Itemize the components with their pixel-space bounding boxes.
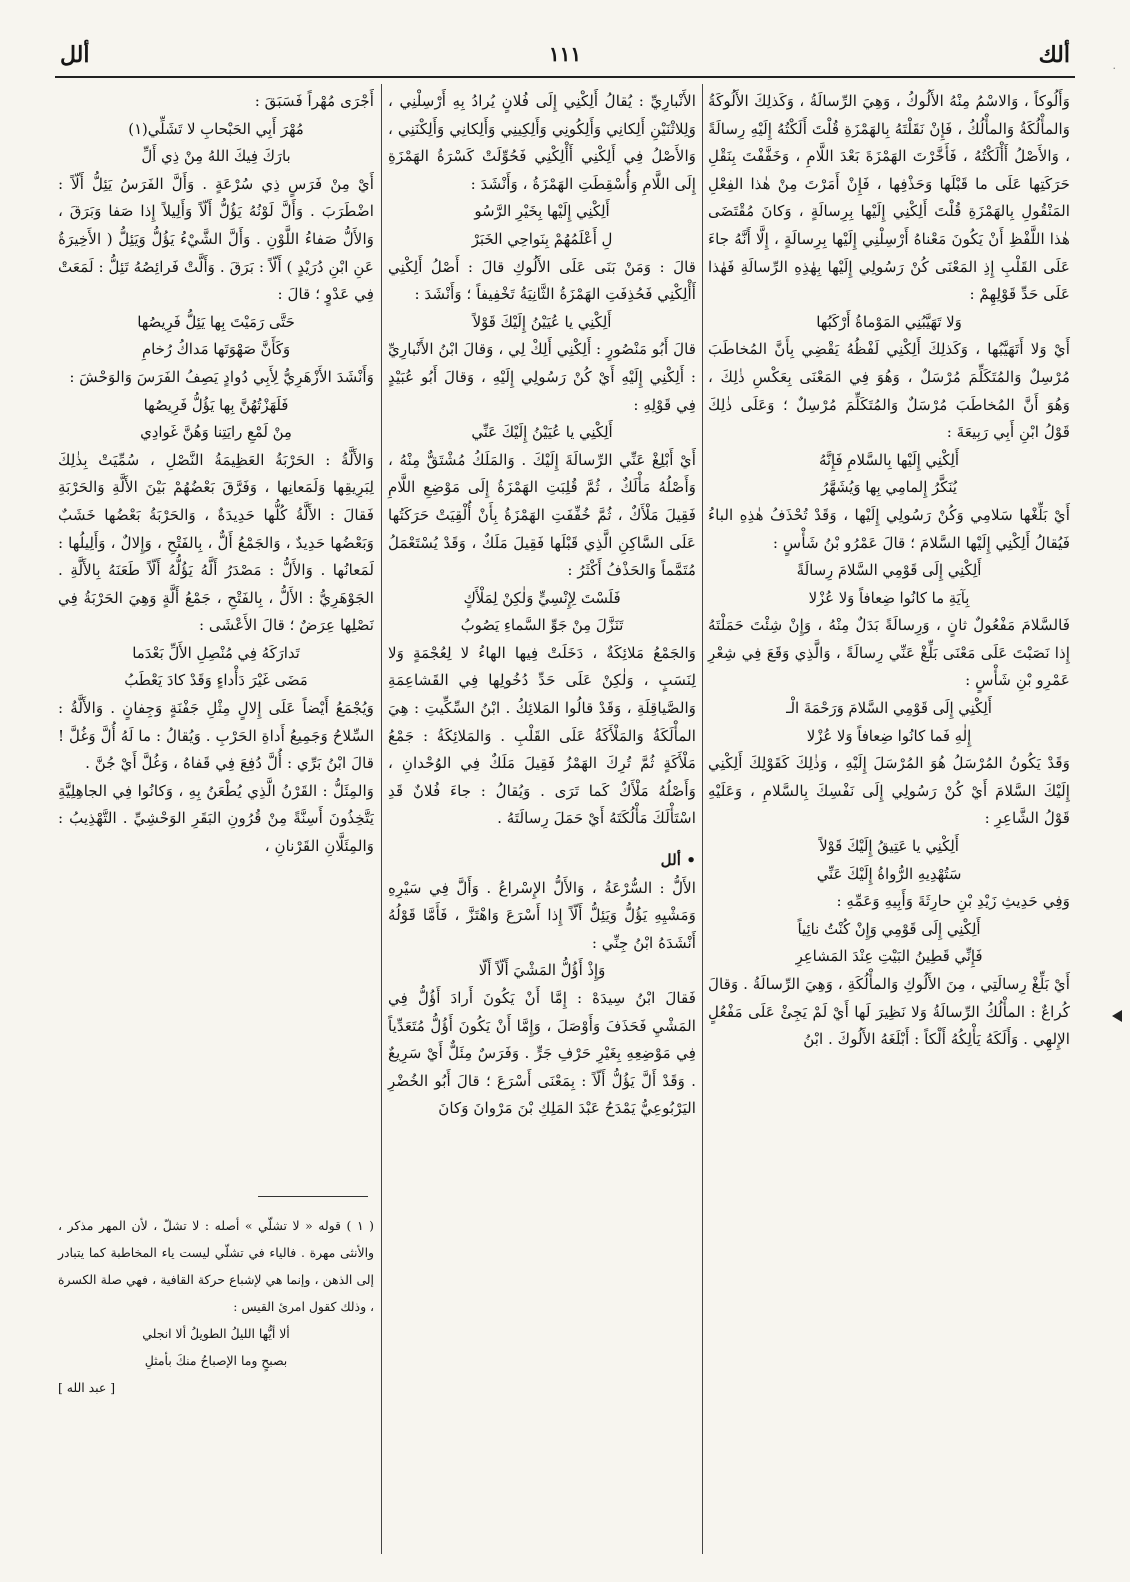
paragraph: أَيْ مِنْ فَرَسٍ ذِي سُرْعَةٍ . وَأَلَّ الفَرَسُ يَئِلُّ أَلّاً : اضْطَرَبَ . وَأَلَّ لَوْنُهُ يَؤُلُّ أَلّاً وَأَلِيلاً إِذا صَفا وَبَرَقَ ، وَالأَلُّ صَفاءُ اللَّوْنِ . وَأَلَّ الشَّيْءُ يَؤُلُّ وَيَئِلُّ ( الأَخِيرَةُ عَنِ ابْنِ دُرَيْدٍ ) أَلّاً : بَرَقَ . وَأَلَّتْ فَرائِصُهُ تَئِلُّ : لَمَعَتْ فِي عَدْوٍ ؛ قالَ : bbox=[58, 174, 374, 304]
footnote-rule bbox=[258, 1196, 368, 1197]
page-number: ١١١ bbox=[548, 42, 582, 66]
scan-mark: · bbox=[1112, 62, 1116, 75]
paragraph: وَفِي حَدِيثِ زَيْدِ بْنِ حارِثَةَ وَأَبِيهِ وَعَمِّهِ : bbox=[836, 892, 1070, 911]
verse-line: وَكَأَنَّ صَهْوَتَها مَداكُ رُخامِ bbox=[141, 341, 291, 359]
verse-line: فَلَسْتَ لِإِنْسِيٍّ وَلٰكِنْ لِمَلْأَكٍ bbox=[463, 589, 621, 607]
verse-line: أَلِكْنِي يا عَتِيقُ إِلَيْكَ قَوْلاً bbox=[819, 838, 959, 856]
verse-line: إِلٰهِ فَما كانُوا ضِعافاً وَلا عُزْلا bbox=[806, 727, 972, 745]
paragraph: أَجْرَى مُهْراً فَسَبَقَ : bbox=[254, 92, 374, 110]
paragraph: أَيْ بَلِّغْها سَلامِي وَكُنْ رَسُولِي إِلَيْها ، وَقَدْ تُحْذَفُ هٰذِهِ الباءُ فَيُقالُ أَلِكْنِي إِلَيْها السَّلامَ ؛ قالَ عَمْرُو بْنُ شَأْسٍ : bbox=[708, 505, 1070, 552]
column-divider bbox=[381, 84, 382, 1554]
verse-line: مُهْرَ أَبِي الحَبْحابِ لا تَشَلِّي(١) bbox=[128, 120, 304, 138]
paragraph: الأَلُّ : السُّرْعَةُ ، وَالأَلُّ الإِسْراعُ . وَأَلَّ فِي سَيْرِهِ وَمَشْيِهِ يَؤُلُّ وَيَئِلُّ أَلّاً إِذا أَسْرَعَ وَاهْتَزَّ ، فَأَمَّا قَوْلُهُ أَنْشَدَهُ ابْنُ جِنِّي : bbox=[388, 878, 696, 952]
verse-line: فَلَهَزْتُهُنَّ بِها يَؤُلُّ فَرِيصُها bbox=[143, 396, 289, 414]
verse-line: أَلِكْنِي إِلَيْها بِالسَّلامِ فَإِنَّهُ bbox=[818, 451, 960, 469]
footnote-verse: ألا أيُّها الليلُ الطويلُ ألا انجلي bbox=[142, 1326, 290, 1341]
verse-line: بارَكَ فِيكَ اللهُ مِنْ ذِي أَلِّ bbox=[141, 148, 291, 166]
verse-line: يُنَكَّرُ إِلمامِي بِها وَيُشَهَّرُ bbox=[821, 479, 957, 497]
column-divider bbox=[702, 84, 703, 1554]
paragraph: الأَنْبارِيِّ : يُقالُ أَلِكْنِي إِلَى فُلانٍ يُرادُ بِهِ أَرْسِلْنِي ، وَلِلاثْنَيْنِ أَلِكانِي وَأَلِكُونِي وَأَلِكِينِي وَأَلِكانِي وَأَلِكْنَنِي ، وَالأَصْلُ فِي أَلِكْنِي أَأْلِكْنِي فَحُوِّلَتْ كَسْرَةُ الهَمْزَةِ إِلَى اللَّامِ وَأُسْقِطَتِ الهَمْزَةُ ، وَأَنْشَدَ : bbox=[388, 92, 696, 193]
paragraph: وَالمِئَلُّ : القَرْنُ الَّذِي يُطْعَنُ بِهِ ، وَكانُوا فِي الجاهِلِيَّةِ يَتَّخِذُونَ أَسِنَّةً مِنْ قُرُونِ البَقَرِ الوَحْشِيِّ . التَّهْذِيبُ : وَالمِئَلَّانِ القَرْنانِ ، bbox=[58, 781, 374, 856]
verse-line: مَضَى غَيْرَ دَأْداءٍ وَقَدْ كادَ يَعْطَبُ bbox=[124, 672, 308, 690]
verse-line: أَلِكْنِي يا عُيَيْنُ إِلَيْكَ قَوْلاً bbox=[472, 313, 612, 331]
margin-arrow-icon bbox=[1112, 1010, 1122, 1022]
paragraph: وَأَنْشَدَ الأَزْهَرِيُّ لِأَبِي دُوادٍ يَصِفُ الفَرَسَ وَالوَحْشَ : bbox=[69, 367, 374, 386]
paragraph: فَقالَ ابْنُ سِيدَهْ : إِمَّا أَنْ يَكُونَ أَرادَ أَؤُلُّ فِي المَشْيِ فَحَذَفَ وَأَوْصَلَ ، وَإِمَّا أَنْ يَكُونَ أَؤُلُّ مُتَعَدِّياً فِي مَوْضِعِهِ بِغَيْرِ حَرْفِ جَرٍّ . وَفَرَسٌ مِئَلٌّ أَيْ سَرِيعٌ . وَقَدْ أَلَّ يَؤُلُّ أَلّاً : بِمَعْنَى أَسْرَعَ ؛ قالَ أَبُو الخُضْرِ اليَرْبُوعِيُّ يَمْدَحُ عَبْدَ المَلِكِ بْنَ مَرْوانَ وَكانَ bbox=[388, 989, 696, 1118]
verse-line: وَإِذْ أَؤُلُّ المَشْيَ أَلّاً أَلّا bbox=[478, 962, 606, 980]
right-column bbox=[708, 88, 1070, 1054]
verse-line: بِآيَةِ ما كانُوا ضِعافاً وَلا عُزْلا bbox=[808, 589, 970, 607]
footnote-signature: [ عبد الله ] bbox=[58, 1380, 116, 1395]
header-root-word-left: ألل bbox=[60, 42, 90, 68]
paragraph: وَقَدْ يَكُونُ المُرْسَلُ هُوَ المُرْسَلَ إِلَيْهِ ، وَذٰلِكَ كَقَوْلِكَ أَلِكْنِي إِلَيْكَ السَّلامَ أَيْ كُنْ رَسُولِي إِلَى نَفْسِكَ بِالسَّلامِ ، وَعَلَيْهِ قَوْلُ الشَّاعِرِ : bbox=[708, 754, 1070, 828]
left-column bbox=[58, 88, 374, 1178]
paragraph: فَالسَّلامَ مَفْعُولٌ ثانٍ ، وَرِسالَةً بَدَلٌ مِنْهُ ، وَإِنْ شِئْتَ حَمَلْتَهُ إِذا نَصَبْتَ عَلَى مَعْنَى بَلِّغْ عَنِّي رِسالَةً ، وَالَّذِي وَقَعَ فِي شِعْرِ عَمْرِو بْنِ شَأْسٍ : bbox=[708, 616, 1070, 690]
verse-line: أَلِكْنِي إِلَى قَوْمِي وَإِنْ كُنْتُ نائِياً bbox=[797, 920, 981, 938]
header-rule bbox=[55, 76, 1075, 78]
paragraph: وَأَلُوكاً ، وَالاسْمُ مِنْهُ الأَلُوكُ ، وَهِيَ الرِّسالَةُ ، وَكَذلِكَ الأَلُوكَةُ وَالمأْلُكَةُ وَالمأْلُكُ ، فَإِنْ نَقَلْتَهُ بِالهَمْزَةِ قُلْتَ أَلَكْتُهُ إِلَيْهِ رِسالَةً ، وَالأَصْلُ أَأْلَكْتُهُ ، فَأَخَّرْتَ الهَمْزَةَ بَعْدَ اللَّامِ ، وَخَفَّفْتَ بِنَقْلِ حَرَكَتِها عَلَى ما قَبْلَها وَحَذْفِها ، فَإِنْ أَمَرْتَ مِنْ هٰذا الفِعْلِ المَنْقُولِ بِالهَمْزَةِ قُلْتَ أَلِكْنِي إِلَيْها بِرِسالَةٍ ، وَكانَ مُقْتَضَى هٰذا اللَّفْظِ أَنْ يَكُونَ مَعْناهُ أَرْسِلْنِي إِلَيْها بِرِسالَةٍ ، إِلَّا أَنَّهُ جاءَ عَلَى القَلْبِ إِذِ المَعْنَى كُنْ رَسُولِي إِلَيْها بِهٰذِهِ الرِّسالَةِ فَهٰذا عَلَى حَدِّ قَوْلِهِمْ : bbox=[708, 92, 1070, 304]
paragraph: قالَ أَبُو مَنْصُورٍ : أَلِكْنِي أَلِكْ لِي ، وَقالَ ابْنُ الأَنْبارِيِّ : أَلِكْنِي إِلَيْهِ أَيْ كُنْ رَسُولِي إِلَيْهِ ، وَقالَ أَبُو عُبَيْدٍ فِي قَوْلِهِ : bbox=[388, 340, 696, 414]
verse-line: أَلِكْنِي إِلَيْها بِخَيْرِ الرَّسُو bbox=[474, 203, 610, 221]
footnote bbox=[58, 1212, 374, 1401]
entry-heading: • ألل bbox=[660, 851, 696, 870]
verse-line: تَنَزَّلَ مِنْ جَوِّ السَّماءِ يَصُوبُ bbox=[460, 617, 624, 635]
verse-line: أَلِكْنِي إِلَى قَوْمِي السَّلامَ رِسالَةً bbox=[796, 562, 982, 580]
verse-line: أَلِكْنِي يا عُيَيْنُ إِلَيْكَ عَنِّي bbox=[471, 424, 613, 442]
verse-line: سَتُهْدِيهِ الرُّواةُ إِلَيْكَ عَنِّي bbox=[816, 865, 962, 883]
verse-line: أَلِكْنِي إِلَى قَوْمِي السَّلامَ وَرَحْمَةَ الْـ bbox=[786, 700, 992, 718]
middle-column bbox=[388, 88, 696, 1123]
paragraph: قالَ : وَمَنْ بَنَى عَلَى الأَلُوكِ قالَ : أَصْلُ أَلِكْنِي أَأْلِكْنِي فَحُذِفَتِ الهَمْزَةُ الثَّانِيَةُ تَخْفِيفاً ؛ وَأَنْشَدَ : bbox=[388, 257, 696, 304]
verse-line: تَدارَكَهُ فِي مُنْصِلِ الأَلِّ بَعْدَما bbox=[132, 644, 300, 662]
paragraph: وَالأَلَّةُ : الحَرْبَةُ العَظِيمَةُ النَّصْلِ ، سُمِّيَتْ بِذٰلِكَ لِبَرِيقِها وَلَمَعانِها ، وَفَرَّقَ بَعْضُهُمْ بَيْنَ الأَلَّةِ وَالحَرْبَةِ فَقالَ : الأَلَّةُ كُلُّها حَدِيدَةٌ ، وَالحَرْبَةُ بَعْضُها خَشَبٌ وَبَعْضُها حَدِيدٌ ، وَالجَمْعُ أَلٌّ ، بِالفَتْحِ ، وَإِلالٌ ، وَأَلِيلُها : لَمَعانُها . وَالأَلُّ : مَصْدَرُ أَلَّهُ يَؤُلُّهُ أَلّاً طَعَنَهُ بِالأَلَّةِ . الجَوْهَرِيُّ : الأَلُّ ، بِالفَتْحِ ، جَمْعُ أَلَّةٍ وَهِيَ الحَرْبَةُ فِي نَصْلِها عِرَضٌ ؛ قالَ الأَعْشَى : bbox=[58, 450, 374, 635]
paragraph: وَيُجْمَعُ أَيْضاً عَلَى إِلالٍ مِثْلِ جَفْنَةٍ وَجِفانٍ . وَالأَلَّةُ : السِّلاحُ وَجَمِيعُ أَداةِ الحَرْبِ . وَيُقالُ : ما لَهُ أُلَّ وَغُلَّ ! قالَ ابْنُ بَرِّي : أُلَّ دُفِعَ فِي قَفاهُ ، وَغُلَّ أَيْ جُنَّ . bbox=[58, 699, 374, 773]
paragraph: أَيْ وَلا أَتَهَيَّبُها ، وَكَذلِكَ أَلِكْنِي لَفْظُهُ يَقْضِي بِأَنَّ المُخاطَبَ مُرْسِلٌ وَالمُتَكَلِّمَ مُرْسَلٌ ، وَهُوَ فِي المَعْنَى بِعَكْسِ ذٰلِكَ ، وَهُوَ أَنَّ المُخاطَبَ مُرْسَلٌ وَالمُتَكَلِّمَ مُرْسِلٌ ؛ وَعَلَى ذٰلِكَ قَوْلُ ابْنِ أَبِي رَبِيعَةَ : bbox=[708, 340, 1070, 442]
verse-line: مِنْ لَمْعِ رايَتِنا وَهُنَّ غَوادِي bbox=[140, 424, 292, 442]
paragraph: أَيْ أَبْلِغْ عَنِّي الرِّسالَةَ إِلَيْكَ . وَالمَلَكُ مُشْتَقٌّ مِنْهُ ، وَأَصْلُهُ مَأْلَكٌ ، ثُمَّ قُلِبَتِ الهَمْزَةُ إِلَى مَوْضِعِ اللَّامِ فَقِيلَ مَلْأَكٌ ، ثُمَّ خُفِّفَتِ الهَمْزَةُ بِأَنْ أُلْقِيَتْ حَرَكَتُها عَلَى السَّاكِنِ الَّذِي قَبْلَها فَقِيلَ مَلَكٌ ، وَقَدْ يُسْتَعْمَلُ مُتَمَّماً وَالحَذْفُ أَكْثَرُ : bbox=[388, 450, 696, 580]
footnote-verse: بصبحٍ وما الإصباحُ منكَ بأمثلِ bbox=[144, 1353, 288, 1368]
footnote-text: ( ١ ) قوله « لا تشلّي » أصله : لا تشلّ ، لأن المهر مذكر ، والأنثى مهرة . فالياء في تشلّي ليست ياء المخاطبة كما يتبادر إلى الذهن ، وإنما هي لإشباع حركة القافية ، فهي صلة الكسرة ، وذلك كقول امرئ القيس : bbox=[58, 1218, 374, 1314]
verse-line: فَإِنِّي قَطِينُ البَيْتِ عِنْدَ المَشاعِرِ bbox=[795, 948, 983, 966]
paragraph: أَيْ بَلِّغْ رِسالَتِي ، مِنَ الأَلُوكِ وَالمأْلُكَةِ ، وَهِيَ الرِّسالَةُ . وَقالَ كُراعٌ : المأْلُكُ الرِّسالَةُ وَلا نَظِيرَ لَها أَيْ لَمْ يَجِئْ عَلَى مَفْعُلٍ الإِلهِي . وَأَلَكَهُ يَأْلِكُهُ أَلْكاً : أَبْلَغَهُ الأَلُوكَ . ابْنُ bbox=[708, 975, 1070, 1049]
paragraph: وَالجَمْعُ مَلائِكَةٌ ، دَخَلَتْ فِيها الهاءُ لا لِعُجْمَةٍ وَلا لِنَسَبٍ ، وَلٰكِنْ عَلَى حَدِّ دُخُولِها فِي القَشاعِمَةِ وَالصَّياقِلَةِ ، وَقَدْ قالُوا المَلائِكُ . ابْنُ السِّكِّيتِ : هِيَ المأْلَكَةُ وَالمَلْأَكَةُ عَلَى القَلْبِ . وَالمَلائِكَةُ : جَمْعُ مَلْأَكَةٍ ثُمَّ تُرِكَ الهَمْزُ فَقِيلَ مَلَكٌ فِي الوُحْدانِ ، وَأَصْلُهُ مَلْأَكٌ كَما تَرَى . وَيُقالُ : جاءَ فُلانٌ قَدِ اسْتَأْلَكَ مَأْلُكَتَهُ أَيْ حَمَلَ رِسالَتَهُ . bbox=[388, 643, 696, 828]
verse-line: حَتَّى رَمَيْتَ بِها يَئِلُّ فَرِيصُها bbox=[137, 313, 295, 331]
verse-line: لِ أَعْلَمُهُمْ بِنَواحِي الخَبَرْ bbox=[471, 230, 613, 248]
verse-line: وَلا تَهَيَّبُنِي المَوْماةُ أَرْكَبُها bbox=[816, 313, 962, 331]
header-root-word-right: ألك bbox=[1038, 42, 1070, 68]
